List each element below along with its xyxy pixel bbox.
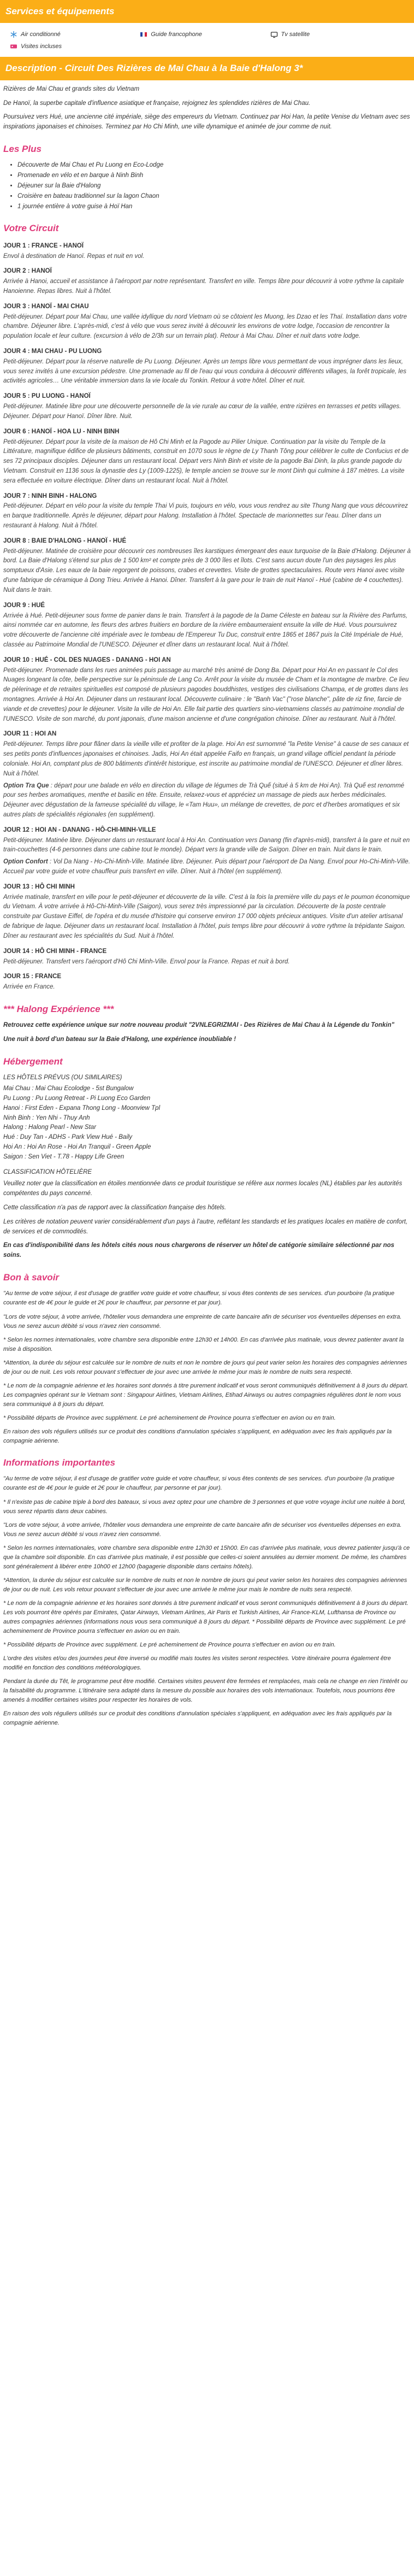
day-text: Petit-déjeuner. Matinée de croisière pour découvrir ces nombreuses îles karstiques émergeant des eaux turquoise de la Baie d'Halong. Déjeuner à bord. La Baie d'Halong s'étend sur plus de 1 500 km² et compte près de 3 000 îles et îlots. C'est sans aucun doute l'un des paysages les plus somptueux d'Asie. Les eaux de la baie regorgent de poissons, crabes et crevettes. Visite de grottes spectaculaires. Route vers Hanoi avec visite d'une fabrique de céramique à Dong Trieu. Arrivée à Hanoi. Dîner. Transfert à la gare pour le train de nuit Hanoï - Hué (cabine de 4 couchettes). Nuit dans le train. [3, 548, 411, 593]
bon-paragraph: "Lors de votre séjour, à votre arrivée, l'hôtelier vous demandera une empreinte de carte bancaire afin de sécuriser vos éventuelles dépenses en extra. Vous ne serez aucun débité si vous n'avez rien consommé. [3, 1313, 402, 1330]
day-text: Petit-déjeuner. Transfert vers l'aéroport d'Hô Chi Minh-Ville. Envol pour la France. Repas et nuit à bord. [3, 958, 290, 965]
cruise-text-2: Une nuit à bord d'un bateau sur la Baie d'Halong, une expérience inoubliable ! [3, 1036, 236, 1043]
hotel-item: Ninh Binh : Yen Nhi - Thuy Anh [3, 1114, 90, 1121]
infos-section [3, 1474, 411, 1728]
bon-section [3, 1289, 411, 1446]
main-content [0, 80, 414, 1728]
infos-paragraph: L'ordre des visites et/ou des journées peut être inversé ou modifié mais toutes les visites seront respectées. Votre itinéraire pourra également être modifié en fonction des conditions météorologiques. [3, 1655, 391, 1672]
flag-icon [140, 31, 147, 38]
hotel-item: Pu Luong : Pu Luong Retreat - Pi Luong Eco Garden [3, 1095, 151, 1102]
bon-paragraph: * Le nom de la compagnie aérienne et les horaires sont donnés à titre purement indicatif et vous seront communiqués définitivement à 8 jours du départ. Les compagnies opérant sur le Vietnam sont : Singapour Airlines, Vietnam Airlines, Etihad Airways ou autres compagnies régulières dont le nom vous sera communiqué à 8 jours du départ. [3, 1382, 409, 1408]
classification-title: CLASSIFICATION HÔTELIÈRE [3, 1168, 92, 1175]
bon-paragraph: "Au terme de votre séjour, il est d'usage de gratifier votre guide et votre chauffeur, si vous êtes contents de ses services. d'un pourboire (la pratique courante est de 4€ pour le guide et 2€ pour le chauffeur, par personne et par jour). [3, 1290, 395, 1307]
service-label: Air conditionné [21, 31, 61, 38]
option-text: : départ pour une balade en vélo en direction du village de légumes de Trà Quế (situé à 5 km de Hoi An). Trà Quế est renommé pour ses herbes aromatiques, menthe et basilic en tête. Ensuite, relaxez-vous et appréciez un massage de pieds aux herbes médicinales. Déjeuner avec dégustation de la fameuse spécialité du village, le «Tam Huu», un mélange de crevettes, de porc et d'herbes aromatiques et six autres plats de spécialités régionales (en supplément). [3, 782, 405, 818]
hotel-item: Hoi An : Hoi An Rose - Hoi An Tranquil - Green Apple [3, 1143, 151, 1150]
day-text: Petit-déjeuner. Départ en vélo pour la visite du temple Thai Vi puis, toujours en vélo, vous vous rendrez au site Thung Nang que vous découvrirez en barque traditionnelle. Après le déjeuner, départ pour Halong. Installation à l'hôtel. Spectacle de marionnettes sur l'eau. Dîner dans un restaurant à Halong. Nuit à l'hôtel. [3, 503, 408, 529]
day-text: Arrivée matinale, transfert en ville pour le petit-déjeuner et découverte de la ville. C'est à la fois la première ville du pays et le poumon économique du Vietnam. À votre arrivée à Hô-Chi-Minh-Ville (Saigon), vous serez très impressionné par la circulation. Découverte de la poste centrale construite par Gustave Eiffel, de l'opéra et du musée d'histoire qui conserve environ 17 000 objets précieux antiques. Visite d'un atelier artisanal de fabrique de laque. Déjeuner dans un restaurant local. Installation à l'hôtel, puis temps libre pour découvrir à votre rythme la trépidante Saigon. Dîner au restaurant avec les spécialités du Sud. Nuit à l'hôtel. [3, 893, 410, 939]
ticket-icon [10, 43, 17, 50]
day-text: Petit-déjeuner. Matinée libre. Déjeuner dans un restaurant local à Hoi An. Continuation vers Danang (fin d'après-midi), transfert à la gare et nuit en train-couchettes (4-6 personnes dans une cabine tout le monde). Départ vers la grande ville de Saïgon. Dîner en train. Nuit dans le train. [3, 837, 410, 854]
cruise-text: Retrouvez cette expérience unique sur notre nouveau produit "2VNLEGRIZMAI - Des Rizières de Mai Chau à la Légende du Tonkin" [3, 1022, 394, 1029]
circuit-days [3, 242, 411, 992]
infos-paragraph: "Au terme de votre séjour, il est d'usage de gratifier votre guide et votre chauffeur, si vous êtes contents de ses services. d'un pourboire (la pratique courante est de 4€ pour le guide et 2€ pour le chauffeur, par personne et par jour). [3, 1475, 395, 1492]
description-header: Description - Circuit Des Rizières de Mai Chau à la Baie d'Halong 3* [0, 57, 414, 80]
plus-title: Les Plus [3, 143, 42, 154]
day-text: Petit-déjeuner. Départ pour Mai Chau, une vallée idyllique du nord Vietnam où se côtoient les Muong, les Dzao et les Thaï. Installation dans votre chambre. Déjeuner libre. L'après-midi, c'est à vélo que vous serez invité à découvrir les environs de votre lodge, l'occasion de rencontrer la population locale et leur culture. (excursion à vélo de 2/3h sur un terrain plat). Retour à Mai Chau. Dîner et nuit dans votre lodge. [3, 313, 407, 340]
infos-paragraph: * Le nom de la compagnie aérienne et les horaires sont donnés à titre purement indicatif et vous seront communiqués définitivement à 8 jours du départ. Les vols pourront être opérés par Emirates, Qatar Airways, Vietnam Airlines, Air Paris et Turkish Airlines, Air France-KLM, Lufthansa de Province ou autres compagnies aériennes (informations nous vous sera communiqué à 8 jours du départ. * Possibilité départs de Province avec supplément. Le pré acheminement de Province pourra s'effectuer en avion ou en train. [3, 1599, 409, 1635]
hotel-item: Hué : Duy Tan - ADHS - Park View Hué - Baily [3, 1134, 133, 1141]
infos-paragraph: * Selon les normes internationales, votre chambre sera disponible entre 12h30 et 15h00. En cas d'arrivée plus matinale, vous devrez patienter jusqu'à ce que la chambre soit disponible. En cas d'arrivée plus matinale, il est possible que celles-ci soient annulées au dernier moment. De même, les chambres sont généralement à libérer entre 10h00 et 12h00 (bagagerie disponible dans certains hôtels). [3, 1544, 410, 1570]
classification-paragraph: Veuillez noter que la classification en étoiles mentionnée dans ce produit touristique se réfère aux normes locales (NL) établies par les autorités compétentes du pays concerné. [3, 1180, 403, 1197]
service-item [140, 28, 270, 40]
day-title: JOUR 6 : HANOÏ - HOA LU - NINH BINH [3, 428, 120, 435]
cruise-title: *** Halong Expérience *** [3, 1003, 114, 1014]
day-title: JOUR 7 : NINH BINH - HALONG [3, 492, 97, 499]
infos-paragraph: *Attention, la durée du séjour est calculée sur le nombre de nuits et non le nombre de jours qui peut varier selon les horaires des compagnies aériennes de jour ou de nuit. Les vols retour pouvant s'effectuer de jour avec une arrivée le même jour mais le nombre de nuits sera respecté. [3, 1577, 407, 1593]
day-title: JOUR 11 : HOI AN [3, 731, 57, 738]
option-title: Option Confort [3, 858, 48, 866]
infos-paragraph: * Possibilité départs de Province avec supplément. Le pré acheminement de Province pourra s'effectuer en avion ou en train. [3, 1642, 336, 1649]
tv-icon [270, 31, 278, 38]
availability-note: En cas d'indisponibilité dans les hôtels cités nous nous chargerons de réserver un hôtel de catégorie similaire sélectionné par nos soins. [3, 1242, 394, 1259]
description-subtitle: Rizières de Mai Chau et grands sites du Vietnam [3, 85, 140, 92]
hotels-section [3, 1073, 411, 1261]
description-paragraph: Poursuivez vers Hué, une ancienne cité impériale, siège des empereurs du Vietnam. Continuez par Hoi Han, la petite Venise du Vietnam avec ses inspirations japonaises et chinoises. Terminez par Ho Chi Minh, une ville dynamique et animée de jour comme de nuit. [3, 114, 410, 131]
day-title: JOUR 15 : FRANCE [3, 973, 62, 980]
services-list [0, 23, 414, 57]
service-item [10, 40, 140, 52]
bon-title: Bon à savoir [3, 1272, 60, 1283]
bon-paragraph: * Possibilité départs de Province avec supplément. Le pré acheminement de Province pourra s'effectuer en avion ou en train. [3, 1414, 336, 1421]
bon-paragraph: * Selon les normes internationales, votre chambre sera disponible entre 12h30 et 14h00. En cas d'arrivée plus matinale, vous devrez patienter avant la mise à disposition. [3, 1336, 404, 1352]
option-title: Option Tra Que [3, 782, 49, 789]
day-title: JOUR 12 : HOI AN - DANANG - HÔ-CHI-MINH-VILLE [3, 826, 156, 833]
option-text: : Vol Da Nang - Ho-Chi-Minh-Ville. Matinée libre. Déjeuner. Puis départ pour l'aéroport de Da Nang. Envol pour Ho-Chi-Minh-Ville. Accueil par votre guide et votre chauffeur puis transfert en ville. Dîner. Nuit à l'hôtel (en supplément). [3, 858, 410, 875]
day-title: JOUR 8 : BAIE D'HALONG - HANOÏ - HUÉ [3, 537, 127, 544]
day-text: Petit-déjeuner. Temps libre pour flâner dans la vieille ville et profiter de la plage. Hoi An est surnommé "la Petite Venise" à cause de ses canaux et ses petits ponts d'influences japonaises et chinoises. Jadis, Hoi An était appelée Faifo en français, un grand village officiel pendant la période coloniale. Hoi An, comptant plus de 800 bâtiments d'intérêt historique, est inscrite au patrimoine mondial de l'UNESCO. Déjeuner et dîner libres. Nuit à l'hôtel. [3, 741, 409, 777]
snowflake-icon [10, 31, 17, 38]
hotel-item: Mai Chau : Mai Chau Ecolodge - 5st Bungalow [3, 1085, 134, 1092]
day-text: Petit-déjeuner. Matinée libre pour une découverte personnelle de la vie rurale au cœur de la vallée, entre rizières en terrasses et petits villages. Déjeuner. Départ pour Hanoï. Dîner libre. Nuit. [3, 403, 401, 420]
plus-item: • Découverte de Mai Chau et Pu Luong en Eco-Lodge [17, 161, 411, 170]
hotel-item: Saigon : Sen Viet - T.78 - Happy Life Green [3, 1153, 125, 1160]
services-header: Services et équipements [0, 0, 414, 23]
service-item [270, 28, 400, 40]
infos-paragraph: * Il n'existe pas de cabine triple à bord des bateaux, si vous avez optez pour une chambre de 3 personnes et que votre voyage inclut une nuitée à bord, vous serez répartis dans deux cabines. [3, 1498, 406, 1515]
plus-list [8, 161, 411, 211]
day-title: JOUR 5 : PU LUONG - HANOÏ [3, 393, 91, 400]
plus-item: • Déjeuner sur la Baie d'Halong [17, 181, 411, 191]
day-title: JOUR 13 : HÔ CHI MINH [3, 883, 75, 890]
plus-item: • Croisière en bateau traditionnel sur la lagon Chaon [17, 192, 411, 202]
service-label: Guide francophone [151, 31, 202, 38]
bon-paragraph: En raison des vols réguliers utilisés sur ce produit des conditions d'annulation spéciales s'appliquent, en adéquation avec les frais appliqués par la compagnie aérienne. [3, 1428, 392, 1445]
hotels-intro: LES HÔTELS PRÉVUS (OU SIMILAIRES) [3, 1074, 122, 1081]
day-title: JOUR 2 : HANOÏ [3, 268, 52, 275]
infos-title: Informations importantes [3, 1457, 115, 1468]
day-title: JOUR 4 : MAI CHAU - PU LUONG [3, 348, 102, 355]
day-title: JOUR 1 : FRANCE - HANOÏ [3, 242, 84, 249]
service-label: Tv satellite [281, 31, 310, 38]
bon-paragraph: *Attention, la durée du séjour est calculée sur le nombre de nuits et non le nombre de jours qui peut varier selon les horaires des compagnies aériennes de jour ou de nuit. Les vols retour pouvant s'effectuer de jour avec une arrivée le même jour mais le nombre de nuits sera respecté. [3, 1359, 407, 1375]
day-text: Petit-déjeuner. Promenade dans les rues animées puis passage au marché très animé de Dong Ba. Départ pour Hoi An en passant le Col des Nuages longeant la côte, belle perspective sur la péninsule de Lang Co. Arrêt pour la visite du musée de Cham et la montagne de marbre. Ce lieu de pèlerinage et de retraites spirituelles est composé de plusieurs pagodes bouddhistes, vestiges des civilisations Champa, et de grottes dans les montagnes. Arrivée à Hoi An. Déjeuner dans un restaurant local. Découverte culinaire : le "Banh Vac" ("rose blanche", pâte de riz fine, farcie de viande et de crevettes) pour le déjeuner. Visite la ville de Hoi An. Elle fait partie des quartiers sino-vietnamiens classés au patrimoine mondial de l'UNESCO. Visite de son marché, du pont japonais, d'une maison ancienne et d'une congrégation chinoise. Dîner au restaurant. Nuit à l'hôtel. [3, 667, 409, 722]
infos-paragraph: Pendant la durée du Têt, le programme peut être modifié. Certaines visites peuvent être fermées et remplacées, mais cela ne change en rien l'intérêt ou la faisabilité du programme. L'itinéraire sera adapté dans la mesure du possible aux horaires des vols internationaux. Toutefois, nous pourrions être amenés à modifier certaines visites pour respecter les horaires de vols. [3, 1678, 408, 1704]
plus-item: • 1 journée entière à votre guise à Hoï Han [17, 202, 411, 212]
service-label: Visites incluses [21, 43, 62, 50]
day-title: JOUR 9 : HUÉ [3, 602, 45, 609]
infos-paragraph: "Lors de votre séjour, à votre arrivée, l'hôtelier vous demandera une empreinte de carte bancaire afin de sécuriser vos éventuelles dépenses en extra. Vous ne serez aucun débité si vous n'avez rien consommé. [3, 1521, 402, 1538]
day-text: Arrivée à Hué. Petit-déjeuner sous forme de panier dans le train. Transfert à la pagode de la Dame Céleste en bateau sur la Rivière des Parfums, ainsi nommée car en automne, les fleurs des arbres fruitiers en bordure de la rivière embaumeraient ensuite la ville de Hué. Vous poursuivrez votre découverte de l'ancienne cité impériale avec le tombeau de l'Empereur Tu Duc, construit entre 1865 et 1867 puis la Cité Impériale de Hué, classée au Patrimoine Mondial de l'UNESCO. Déjeuner et dîner dans un restaurant local. Nuit à l'hôtel. [3, 612, 408, 648]
day-title: JOUR 3 : HANOÏ - MAI CHAU [3, 303, 89, 310]
day-text: Petit-déjeuner. Départ pour la visite de la maison de Hô Chi Minh et la Pagode au Pilier Unique. Continuation par la visite du Temple de la Littérature, magnifique édifice de plusieurs bâtiments, construit en 1070 sous le règne de Ly Thanh Tông pour célébrer le culte de Confucius et de ses 72 principaux disciples. Déjeuner dans un restaurant local. Départ vers Ninh Binh et visite de la pagode Bai Dinh, la plus grande pagode du Vietnam. Construit en 1136 sous la dynastie des Ly (1009-1225), le temple ancien se trouve sur le mont Dinh qui culmine à 187 mètres. La visite sera effectuée en voiture électrique. Dîner dans un restaurant local. Nuit à l'hôtel. [3, 438, 409, 484]
day-text: Petit-déjeuner. Départ pour la réserve naturelle de Pu Luong. Déjeuner. Après un temps libre vous permettant de vous imprégner dans les lieux, vous serez invités à une excursion pédestre. Une promenade au fil de l'eau qui vous conduira à découvrir différents villages, la forêt tropicale, les activités agricoles… Une véritable immersion dans la vie locale du Tonkin. Retour à votre hôtel. Dîner et nuit. [3, 358, 406, 385]
day-text: Arrivée en France. [3, 984, 55, 991]
day-option [3, 857, 411, 877]
description-paragraph: De Hanoï, la superbe capitale d'influence asiatique et française, rejoignez les splendides rizières de Mai Chau. [3, 99, 311, 107]
day-title: JOUR 14 : HÔ CHI MINH - FRANCE [3, 948, 107, 955]
classification-paragraph: Cette classification n'a pas de rapport avec la classification française des hôtels. [3, 1204, 227, 1211]
circuit-title: Votre Circuit [3, 223, 59, 234]
day-text: Arrivée à Hanoi, accueil et assistance à l'aéroport par notre représentant. Transfert en ville. Temps libre pour découvrir à votre rythme la capitale Hanoienne. Repas libres. Nuit à l'hôtel. [3, 278, 404, 295]
plus-item: • Promenade en vélo et en barque à Ninh Binh [17, 171, 411, 181]
hotels-title: Hébergement [3, 1056, 63, 1067]
hotel-item: Halong : Halong Pearl - New Star [3, 1124, 97, 1131]
classification-paragraph: Les critères de notation peuvent varier considérablement d'un pays à l'autre, reflétant les standards et les pratiques locales en matière de confort, de services et de commodités. [3, 1218, 408, 1235]
infos-paragraph: En raison des vols réguliers utilisés sur ce produit des conditions d'annulation spéciales s'appliquent, en adéquation avec les frais appliqués par la compagnie aérienne. [3, 1710, 392, 1727]
hotel-item: Hanoi : First Eden - Expana Thong Long - Moonview Tpl [3, 1104, 161, 1111]
day-text: Envol à destination de Hanoï. Repas et nuit en vol. [3, 252, 145, 260]
day-title: JOUR 10 : HUÉ - COL DES NUAGES - DANANG - HOI AN [3, 656, 171, 663]
service-item [10, 28, 140, 40]
day-option [3, 781, 411, 820]
